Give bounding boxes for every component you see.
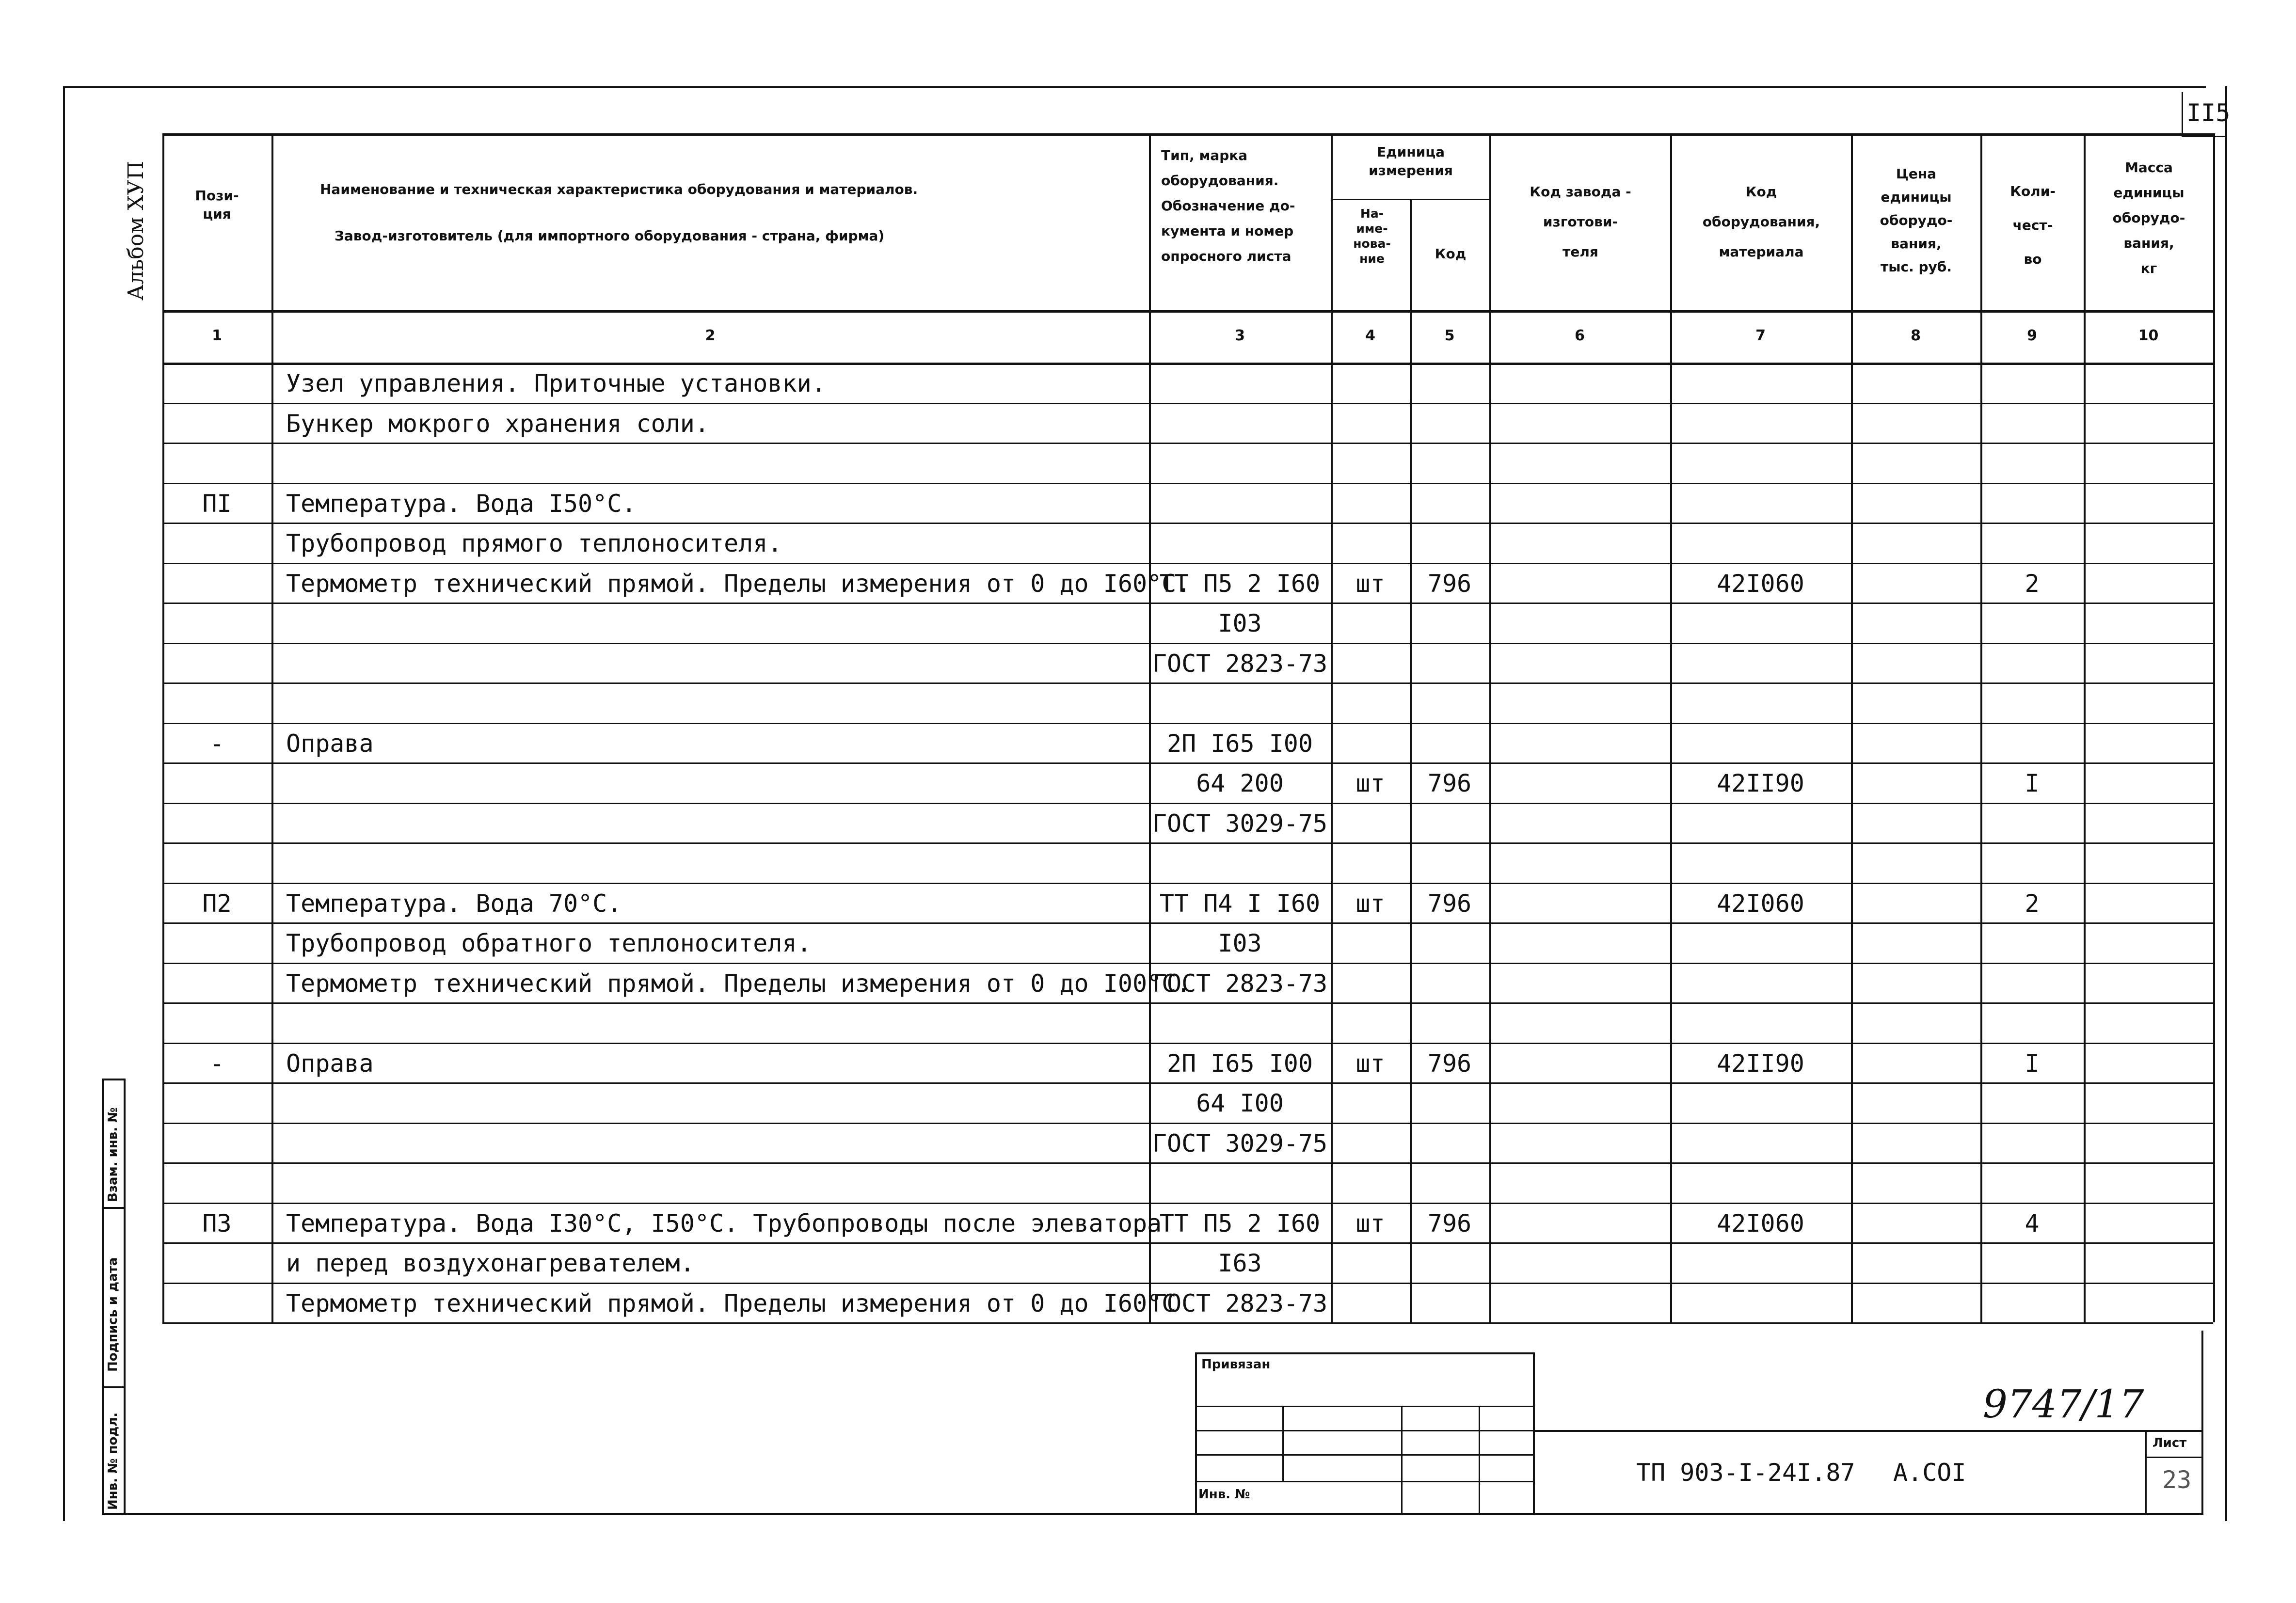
title-col-1 xyxy=(1282,1406,1284,1482)
row-unit-code: 796 xyxy=(1427,769,1472,797)
row-position: - xyxy=(209,1049,224,1078)
header-name-line1: Наименование и техническая характеристика оборудования и материалов. xyxy=(320,181,918,197)
row-type: ГОСТ 3029-75 xyxy=(1152,809,1328,838)
column-line xyxy=(1489,133,1491,1322)
stamp-frame-top xyxy=(102,1079,125,1080)
header-price: Цена единицы оборудо- вания, тыс. руб. xyxy=(1880,166,1953,275)
stamp-div-2 xyxy=(102,1386,125,1388)
row-line xyxy=(162,1162,2213,1164)
frame-top xyxy=(63,86,2206,88)
row-line xyxy=(162,922,2213,924)
row-line xyxy=(162,963,2213,964)
sheet-number: II5 xyxy=(2186,99,2231,127)
row-unit: шт xyxy=(1355,889,1385,918)
row-equipment-code: 42I060 xyxy=(1717,889,1804,918)
album-label: Альбом ХУП xyxy=(124,161,148,301)
row-type: I63 xyxy=(1218,1249,1262,1277)
row-line xyxy=(162,883,2213,884)
column-number: 8 xyxy=(1911,327,1921,344)
row-line xyxy=(162,563,2213,564)
frame-left xyxy=(63,86,65,1521)
row-type: ТТ П5 2 I60 xyxy=(1159,1209,1321,1238)
row-type: ГОСТ 2823-73 xyxy=(1152,969,1328,998)
list-number: 23 xyxy=(2162,1466,2192,1494)
row-description: Бункер мокрого хранения соли. xyxy=(286,409,709,438)
title-privyazan-left xyxy=(1195,1352,1197,1515)
row-type: 2П I65 I00 xyxy=(1166,1049,1313,1078)
inv-no-label: Инв. № xyxy=(1198,1487,1250,1502)
row-line xyxy=(162,443,2213,444)
title-frame-right xyxy=(2201,1331,2203,1515)
header-factory-code: Код завода - изготови- теля xyxy=(1530,184,1631,260)
header-unit-name: На- име- нова- ние xyxy=(1353,206,1391,266)
row-line xyxy=(162,483,2213,484)
row-description: Оправа xyxy=(286,729,374,758)
title-list-div xyxy=(2145,1457,2203,1458)
column-number: 2 xyxy=(705,327,716,344)
column-line xyxy=(1410,199,1412,1322)
row-position: П3 xyxy=(202,1209,232,1238)
header-unit: Единица измерения xyxy=(1369,144,1453,178)
frame-right xyxy=(2225,86,2227,1521)
row-quantity: 2 xyxy=(2025,569,2040,598)
row-line xyxy=(162,523,2213,524)
row-line xyxy=(162,603,2213,604)
row-unit: шт xyxy=(1355,1209,1385,1238)
column-line xyxy=(2084,133,2086,1322)
column-line xyxy=(1980,133,1982,1322)
album-code: А.СОI xyxy=(1893,1459,1966,1487)
row-description: Оправа xyxy=(286,1049,374,1078)
title-privyazan-top xyxy=(1195,1352,1534,1354)
title-col-2 xyxy=(1401,1406,1403,1515)
row-position: П2 xyxy=(202,889,232,918)
column-number: 3 xyxy=(1235,327,1245,344)
column-line xyxy=(271,133,273,1322)
header-type: Тип, марка оборудования. Обозначение до- кумента и номер опросного листа xyxy=(1161,147,1295,264)
row-description: Термометр технический прямой. Пределы измерения от 0 до I60°С xyxy=(286,1289,1177,1317)
stamp-frame-right xyxy=(124,1079,126,1515)
column-number: 5 xyxy=(1444,327,1455,344)
row-line xyxy=(162,1242,2213,1244)
row-equipment-code: 42II90 xyxy=(1717,1049,1804,1078)
header-position: Пози- ция xyxy=(195,188,239,222)
row-description: Термометр технический прямой. Пределы измерения от 0 до I60°С. xyxy=(286,569,1191,598)
row-description: Узел управления. Приточные установки. xyxy=(286,369,826,397)
row-unit-code: 796 xyxy=(1427,1209,1472,1238)
privyazan-label: Привязан xyxy=(1201,1357,1271,1372)
title-row-4 xyxy=(1195,1481,1534,1482)
column-number: 9 xyxy=(2027,327,2037,344)
header-equipment-code: Код оборудования, материала xyxy=(1702,184,1820,260)
table-top-line xyxy=(162,133,2213,136)
row-description: Температура. Вода I30°С, I50°С. Трубопроводы после элеватора xyxy=(286,1209,1162,1238)
column-number: 6 xyxy=(1575,327,1585,344)
column-line xyxy=(162,133,164,1322)
row-line xyxy=(162,723,2213,724)
row-type: 2П I65 I00 xyxy=(1166,729,1313,758)
sheet-box-bottom xyxy=(2182,136,2226,137)
row-quantity: 2 xyxy=(2025,889,2040,918)
header-name-line2: Завод-изготовитель (для импортного оборудования - страна, фирма) xyxy=(335,228,885,244)
row-type: ГОСТ 3029-75 xyxy=(1152,1129,1328,1158)
handwritten-number: 9747/17 xyxy=(1983,1381,2144,1427)
title-row-2 xyxy=(1195,1430,1534,1431)
row-equipment-code: 42I060 xyxy=(1717,1209,1804,1238)
row-position: ПI xyxy=(202,489,232,518)
title-frame-bottom xyxy=(124,1513,2203,1515)
row-type: I03 xyxy=(1218,929,1262,957)
row-line xyxy=(162,762,2213,764)
column-number: 4 xyxy=(1365,327,1375,344)
row-line xyxy=(162,1002,2213,1004)
row-unit-code: 796 xyxy=(1427,1049,1472,1078)
list-label: Лист xyxy=(2152,1436,2187,1450)
row-quantity: 4 xyxy=(2025,1209,2040,1238)
row-line xyxy=(162,1123,2213,1124)
row-line xyxy=(162,1322,2213,1324)
stamp-div-1 xyxy=(102,1207,125,1209)
row-type: ГОСТ 2823-73 xyxy=(1152,649,1328,678)
row-description: Термометр технический прямой. Пределы измерения от 0 до I00°С. xyxy=(286,969,1191,998)
title-doc-top xyxy=(1533,1430,2203,1432)
header-unit-code: Код xyxy=(1435,246,1467,262)
column-line xyxy=(1670,133,1672,1322)
row-line xyxy=(162,803,2213,804)
header-mass: Масса единицы оборудо- вания, кг xyxy=(2112,159,2185,276)
stamp-inv: Инв. № подл. xyxy=(106,1412,120,1510)
title-row-3 xyxy=(1195,1454,1534,1456)
title-row-1 xyxy=(1195,1406,1534,1407)
row-position: - xyxy=(209,729,224,758)
row-unit-code: 796 xyxy=(1427,889,1472,918)
row-line xyxy=(162,1283,2213,1284)
row-unit-code: 796 xyxy=(1427,569,1472,598)
row-line xyxy=(162,1043,2213,1044)
row-line xyxy=(162,643,2213,644)
header-bottom-line xyxy=(162,310,2213,313)
column-number: 1 xyxy=(212,327,222,344)
row-type: 64 200 xyxy=(1196,769,1284,797)
stamp-podpis: Подпись и дата xyxy=(106,1257,120,1372)
row-line xyxy=(162,682,2213,684)
row-line xyxy=(162,1203,2213,1204)
row-description: и перед воздухонагревателем. xyxy=(286,1249,695,1277)
row-unit: шт xyxy=(1355,569,1385,598)
row-description: Трубопровод обратного теплоносителя. xyxy=(286,929,812,957)
row-quantity: I xyxy=(2025,1049,2040,1078)
column-number: 10 xyxy=(2138,327,2159,344)
row-line xyxy=(162,842,2213,844)
row-description: Температура. Вода I50°С. xyxy=(286,489,637,518)
row-type: ТТ П4 I I60 xyxy=(1159,889,1321,918)
stamp-frame-bottom xyxy=(102,1513,125,1515)
column-line xyxy=(2213,133,2215,1322)
row-type: ГОСТ 2823-73 xyxy=(1152,1289,1328,1317)
numbers-bottom-line xyxy=(162,363,2213,365)
sheet-box-left xyxy=(2182,92,2183,136)
row-equipment-code: 42II90 xyxy=(1717,769,1804,797)
title-col-3 xyxy=(1479,1406,1480,1515)
stamp-frame-left xyxy=(102,1079,104,1515)
row-equipment-code: 42I060 xyxy=(1717,569,1804,598)
row-unit: шт xyxy=(1355,1049,1385,1078)
stamp-vzam: Взам. инв. № xyxy=(106,1107,120,1202)
row-description: Трубопровод прямого теплоносителя. xyxy=(286,529,782,557)
row-type: I03 xyxy=(1218,609,1262,637)
column-line xyxy=(1331,133,1333,1322)
row-line xyxy=(162,403,2213,404)
column-line xyxy=(1851,133,1853,1322)
row-unit: шт xyxy=(1355,769,1385,797)
row-description: Температура. Вода 70°С. xyxy=(286,889,622,918)
row-type: 64 I00 xyxy=(1196,1089,1284,1117)
row-line xyxy=(162,1082,2213,1084)
row-quantity: I xyxy=(2025,769,2040,797)
row-type: ТТ П5 2 I60 xyxy=(1159,569,1321,598)
header-quantity: Коли- чест- во xyxy=(2010,183,2056,267)
doc-code: ТП 903-I-24I.87 xyxy=(1636,1459,1855,1487)
column-number: 7 xyxy=(1755,327,1766,344)
title-list-left xyxy=(2145,1430,2147,1515)
title-privyazan-right xyxy=(1533,1352,1535,1515)
